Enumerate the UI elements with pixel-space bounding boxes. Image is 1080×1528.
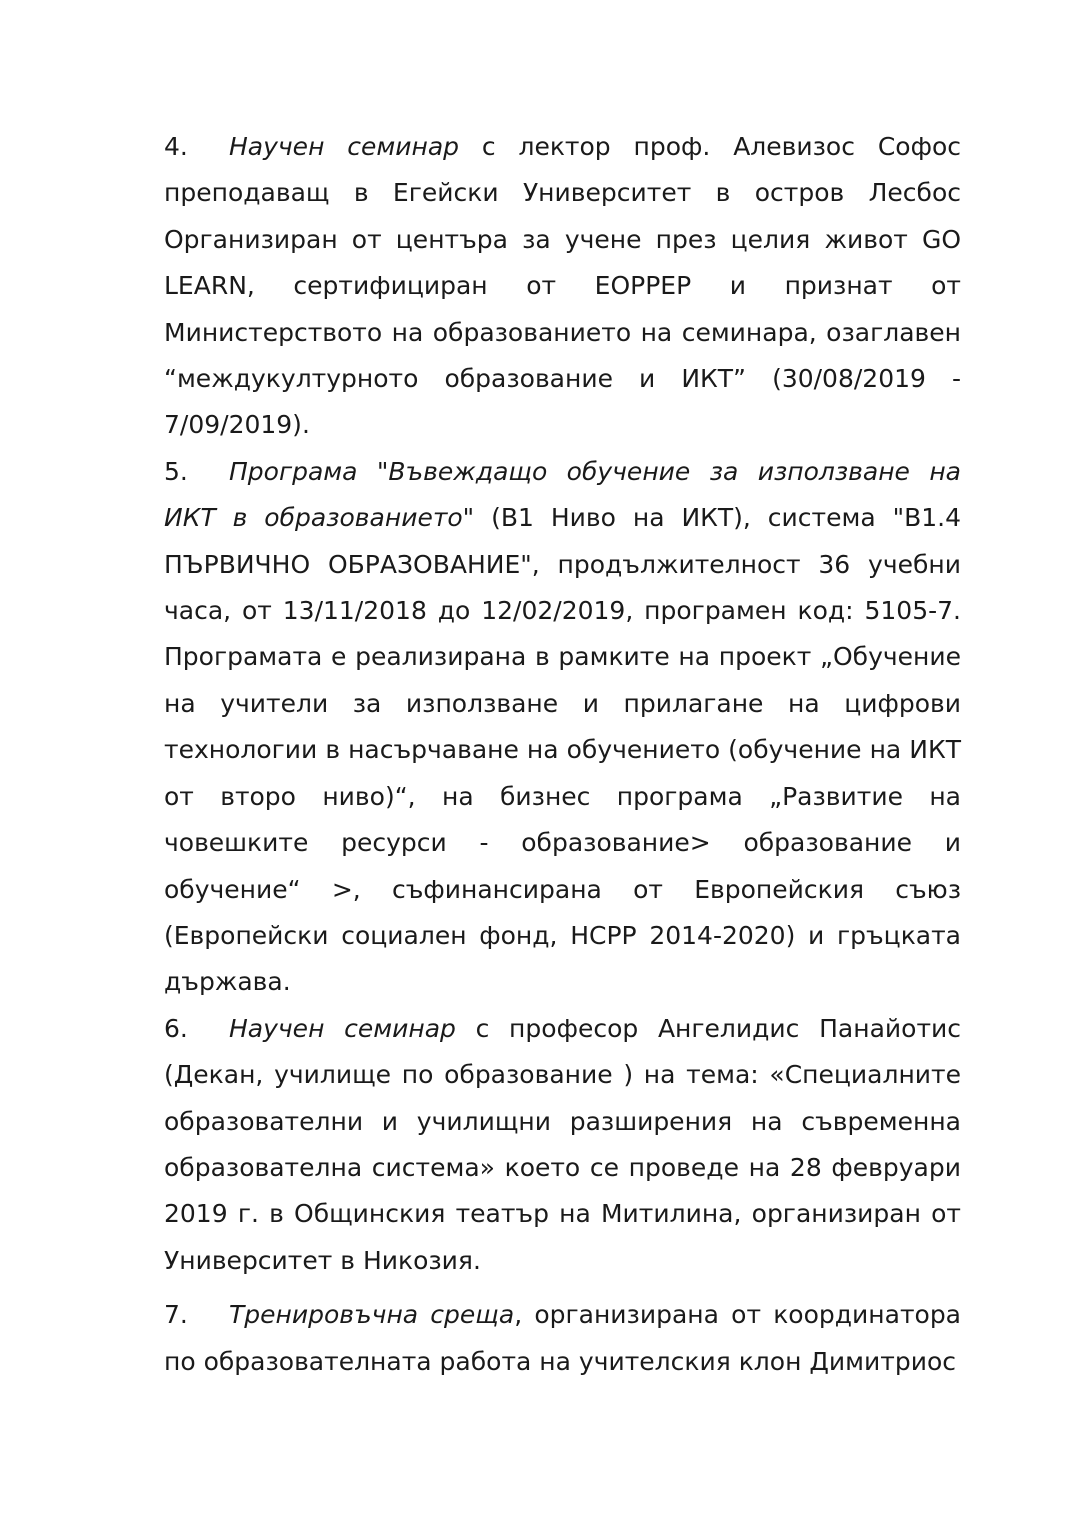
list-item-4 bbox=[164, 124, 961, 449]
item-title: Научен семинар bbox=[229, 132, 460, 161]
list-item-5 bbox=[164, 449, 961, 1006]
item-text: с лектор проф. Алевизос Софос преподаващ в Егейски Университет в остров Лесбос Организиран от центъра за учене през целия живот GO LEARN, сертифициран от EOPPEP и признат от Министерството на образованието на семинара, озаглавен “междукултурното образование и ИКТ” (30/08/2019 - 7/09/2019). bbox=[164, 132, 961, 440]
list-item-6 bbox=[164, 1006, 961, 1284]
list-item-7 bbox=[164, 1292, 961, 1385]
item-number: 4. bbox=[164, 132, 188, 161]
item-number: 7. bbox=[164, 1300, 188, 1330]
item-title: Научен семинар bbox=[229, 1013, 456, 1043]
item-number: 5. bbox=[164, 456, 188, 486]
document-page bbox=[164, 124, 961, 1385]
item-text: , организирана от координатора по образователната работа на учителския клон Димитриос bbox=[164, 1300, 962, 1376]
item-text: с професор Ангелидис Панайотис (Декан, училище по образование ) на тема: «Специалните образователни и училищни разширения на съвременна образователна система» което се проведе на 28 февруари 2019 г. в Общинския театър на Митилина, организиран от Университет в Никозия. bbox=[164, 1013, 961, 1275]
item-title: Програма "Въвеждащо обучение за използване на ИКТ в образованието" bbox=[164, 456, 961, 533]
item-text: (B1 Ниво на ИКТ), система "B1.4 ПЪРВИЧНО ОБРАЗОВАНИЕ", продължителност 36 учебни часа, от 13/11/2018 до 12/02/2019, програмен код: 5105-7. Програмата е реализирана в рамките на проект „Обучение на учители за използване и прилагане на цифрови технологии в насърчаване на обучението (обучение на ИКТ от второ ниво)“, на бизнес програма „Развитие на човешките ресурси - образование> образование и обучение“ >, съфинансирана от Европейския съюз (Европейски социален фонд, НСРР 2014-2020) и гръцката държава. bbox=[164, 503, 961, 997]
item-title: Тренировъчна среща bbox=[229, 1300, 515, 1330]
item-number: 6. bbox=[164, 1013, 188, 1043]
